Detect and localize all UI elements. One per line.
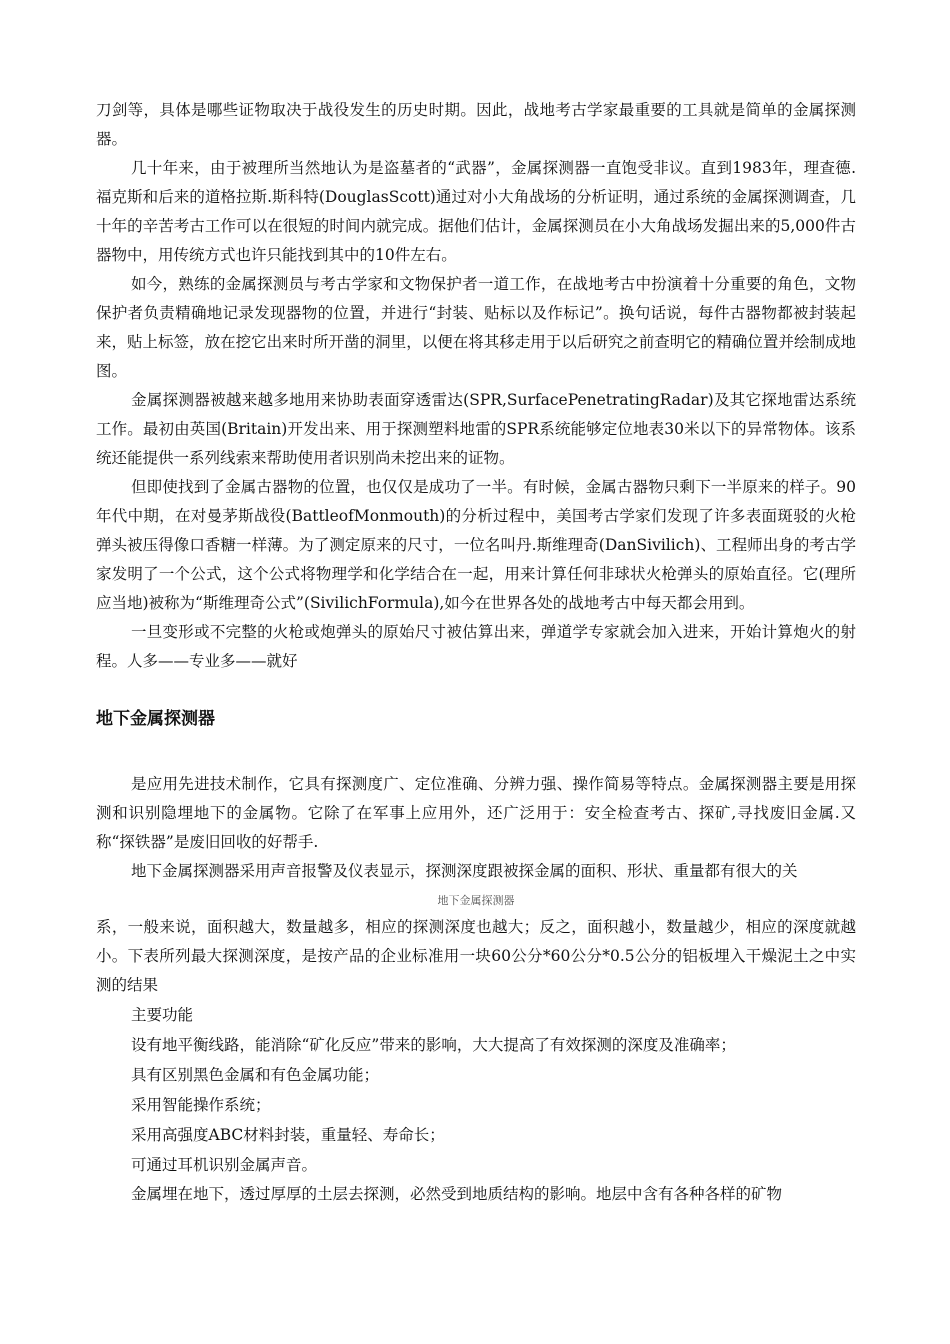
paragraph-closing: 金属埋在地下，透过厚厚的土层去探测，必然受到地质结构的影响。地层中含有各种各样的矿物 <box>131 1185 783 1203</box>
paragraph-ballistics: 一旦变形或不完整的火枪或炮弹头的原始尺寸被估算出来，弹道学专家就会加入进来，开始计算炮火的射程。人多——专业多——就好 <box>96 623 856 670</box>
paragraph-sivilich-formula: 但即使找到了金属古器物的位置，也仅仅是成功了一半。有时候，金属古器物只剩下一半原来的样子。90年代中期，在对曼茅斯战役(BattleofMonmouth)的分析过程中，美国考古学家们发现了许多表面斑驳的火枪弹头被压得像口香糖一样薄。为了测定原来的尺寸，一位名叫丹.斯维理奇(DanSivilich)、工程师出身的考古学家发明了一个公式，这个公式将物理学和化学结合在一起，用来计算任何非球状火枪弹头的原始直径。它(理所应当地)被称为“斯维理奇公式”(SivilichFormula),如今在世界各处的战地考古中每天都会用到。 <box>96 478 856 612</box>
section-heading: 地下金属探测器 <box>96 709 215 729</box>
paragraph-spr-radar: 金属探测器被越来越多地用来协助表面穿透雷达(SPR,SurfacePenetratingRadar)及其它探地雷达系统工作。最初由英国(Britain)开发出来、用于探测塑料地雷的SPR系统能够定位地表30米以下的异常物体。该系统还能提供一系列线索来帮助使用者识别尚未挖出来的证物。 <box>96 391 856 467</box>
paragraph-detector-intro: 是应用先进技术制作，它具有探测度广、定位准确、分辨力强、操作简易等特点。金属探测器主要是用探测和识别隐埋地下的金属物。它除了在军事上应用外，还广泛用于：安全检查考古、探矿,寻找废旧金属.又称“探铁器”是废旧回收的好帮手. <box>96 775 856 851</box>
paragraph-detector-depth: 地下金属探测器采用声音报警及仪表显示，探测深度跟被探金属的面积、形状、重量都有很大的关 <box>131 862 798 880</box>
feature-item: 采用智能操作系统； <box>131 1096 271 1114</box>
feature-item: 采用高强度ABC材料封装，重量轻、寿命长； <box>131 1126 445 1144</box>
feature-item: 设有地平衡线路，能消除“矿化反应”带来的影响，大大提高了有效探测的深度及准确率； <box>131 1036 736 1054</box>
document-page <box>96 96 856 1209</box>
feature-item: 可通过耳机识别金属声音。 <box>131 1156 318 1174</box>
paragraph-metal-detector-history: 几十年来，由于被理所当然地认为是盗墓者的“武器”，金属探测器一直饱受非议。直到1983年，理查德.福克斯和后来的道格拉斯.斯科特(DouglasScott)通过对小大角战场的分析证明，通过系统的金属探测调查，几十年的辛苦考古工作可以在很短的时间内就完成。据他们估计，金属探测员在小大角战场发掘出来的5,000件古器物中，用传统方式也许只能找到其中的10件左右。 <box>96 159 856 264</box>
features-title: 主要功能 <box>131 1006 194 1024</box>
feature-item: 具有区别黑色金属和有色金属功能； <box>131 1066 380 1084</box>
paragraph-depth-continued: 系，一般来说，面积越大，数量越多，相应的探测深度也越大；反之，面积越小，数量越少，相应的深度就越小。下表所列最大探测深度，是按产品的企业标准用一块60公分*60公分*0.5公分的铝板埋入干燥泥土之中实测的结果 <box>96 918 856 994</box>
paragraph-swords-tools: 刀剑等，具体是哪些证物取决于战役发生的历史时期。因此，战地考古学家最重要的工具就是简单的金属探测器。 <box>96 101 856 148</box>
image-caption: 地下金属探测器 <box>437 894 515 907</box>
paragraph-detectorists-conservators: 如今，熟练的金属探测员与考古学家和文物保护者一道工作，在战地考古中扮演着十分重要的角色，文物保护者负责精确地记录发现器物的位置，并进行“封装、贴标以及作标记”。换句话说，每件古器物都被封装起来，贴上标签，放在挖它出来时所开凿的洞里，以便在将其移走用于以后研究之前查明它的精确位置并绘制成地图。 <box>96 275 856 380</box>
